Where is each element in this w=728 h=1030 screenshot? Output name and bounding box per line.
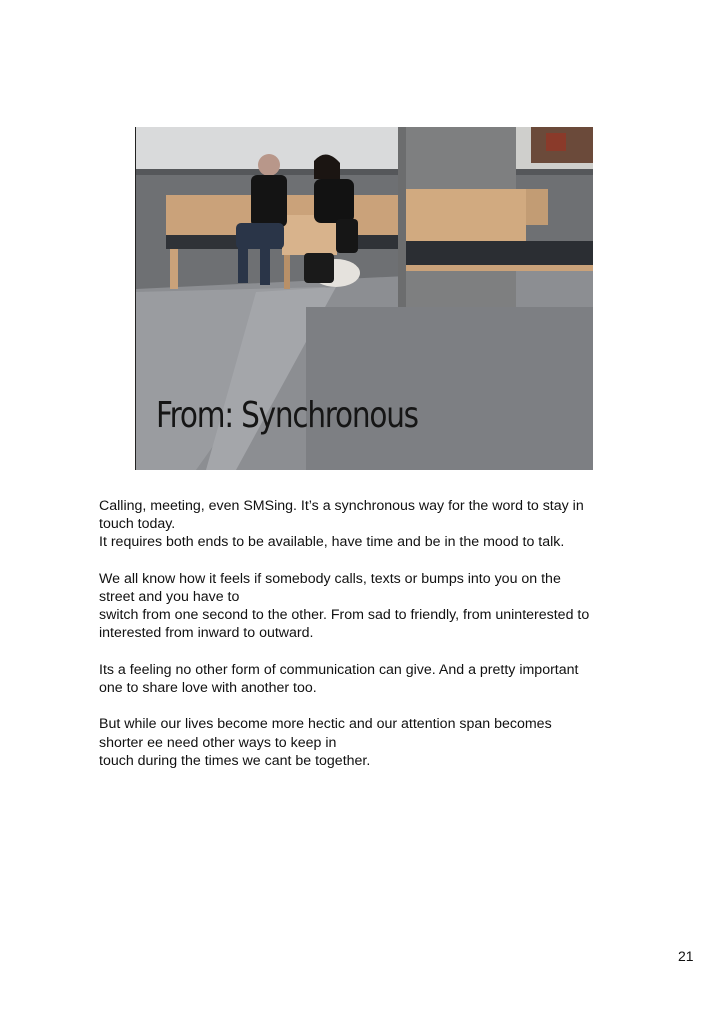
text-line: But while our lives become more hectic and our attention span becomes <box>99 716 552 733</box>
paragraph <box>99 661 659 697</box>
slide-title: From: Synchronous <box>156 395 418 436</box>
text-line: one to share love with another too. <box>99 680 317 696</box>
paragraph <box>99 570 659 643</box>
page-number: 21 <box>678 948 694 964</box>
paragraph <box>99 497 659 552</box>
paragraph <box>99 715 659 770</box>
text-line: interested from inward to outward. <box>99 625 314 642</box>
text-line: switch from one second to the other. From sad to friendly, from uninterested to <box>99 607 590 624</box>
text-line: It requires both ends to be available, have time and be in the mood to talk. <box>99 534 565 551</box>
text-line: Its a feeling no other form of communication can give. And a pretty important <box>99 661 579 678</box>
text-line: We all know how it feels if somebody calls, texts or bumps into you on the <box>99 570 561 587</box>
body-text <box>99 497 659 788</box>
text-line: touch today. <box>99 516 176 533</box>
text-line: street and you have to <box>99 589 240 605</box>
text-line: touch during the times we cant be together. <box>99 752 371 769</box>
text-line: Calling, meeting, even SMSing. It’s a synchronous way for the word to stay in <box>99 498 584 514</box>
text-line: shorter ee need other ways to keep in <box>99 734 337 751</box>
slide-image <box>135 127 593 470</box>
